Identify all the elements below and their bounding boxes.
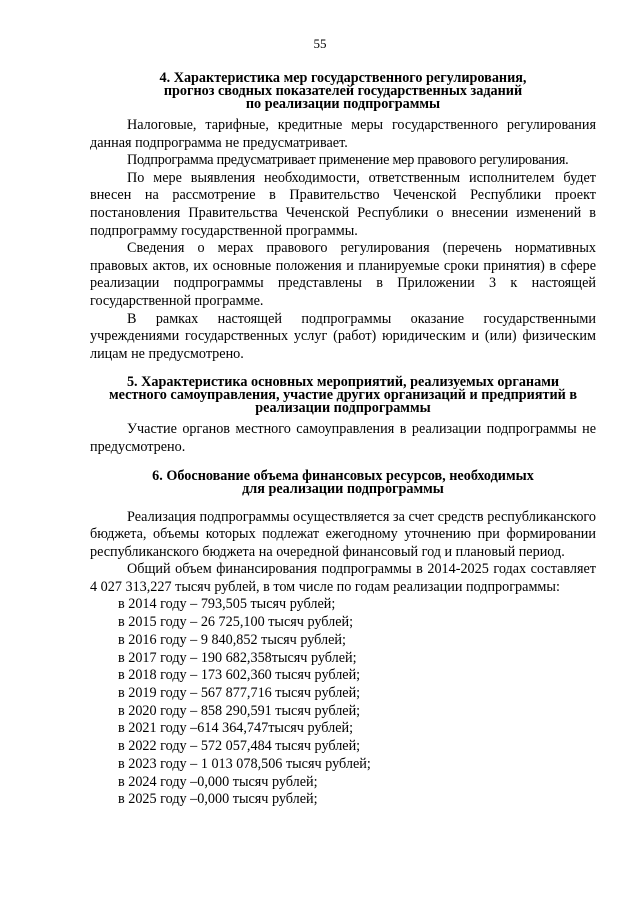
paragraph: Реализация подпрограммы осуществляется за счет средств республиканского бюджета, объемы которых подлежат ежегодному уточнению при формировании республиканского бюджета на очередной финансовый год и плановый период. <box>90 508 596 560</box>
list-item: в 2015 году – 26 725,100 тысяч рублей; <box>118 614 354 631</box>
page-content <box>90 72 596 809</box>
heading-line: 4. Характеристика мер государственного регулирования, <box>159 70 527 86</box>
paragraph: В рамках настоящей подпрограммы оказание государственными учреждениями государственных услуг (работ) юридическим и (или) физическим лицам не предусмотрено. <box>90 310 596 362</box>
list-item: в 2025 году –0,000 тысяч рублей; <box>118 791 318 808</box>
list-item: в 2022 году – 572 057,484 тысяч рублей; <box>118 738 361 755</box>
list-item: в 2018 году – 173 602,360 тысяч рублей; <box>118 667 361 684</box>
heading-line: 5. Характеристика основных мероприятий, реализуемых органами <box>126 374 560 391</box>
list-item: в 2023 году – 1 013 078,506 тысяч рублей; <box>118 755 371 772</box>
heading-line: местного самоуправления, участие других организаций и предприятий в <box>108 387 578 404</box>
section-6-heading <box>90 467 596 497</box>
list-item: в 2019 году – 567 877,716 тысяч рублей; <box>118 684 361 701</box>
heading-line: для реализации подпрограммы <box>242 480 444 497</box>
funding-by-year-list <box>90 596 596 808</box>
list-item: в 2024 году –0,000 тысяч рублей; <box>118 773 318 790</box>
section-5-heading <box>90 376 596 415</box>
paragraph: Подпрограмма предусматривает применение мер правового регулирования. <box>127 152 569 169</box>
paragraph: Сведения о мерах правового регулирования (перечень нормативных правовых актов, их основные положения и планируемые сроки принятия) в сфере реализации подпрограммы представлены в Приложении 3 к настоящей государственной программе. <box>90 240 596 309</box>
heading-line: по реализации подпрограммы <box>245 96 441 112</box>
heading-line: прогноз сводных показателей государственных заданий <box>163 83 523 99</box>
list-item: в 2016 году – 9 840,852 тысяч рублей; <box>118 631 346 648</box>
list-item: в 2020 году – 858 290,591 тысяч рублей; <box>118 702 361 719</box>
paragraph: По мере выявления необходимости, ответственным исполнителем будет внесен на рассмотрение в Правительство Чеченской Республики проект постановления Правительства Чеченской Республики о внесении изменений в подпрограмму государственной программы. <box>90 169 596 239</box>
heading-line: реализации подпрограммы <box>255 400 431 417</box>
paragraph: Участие органов местного самоуправления в реализации подпрограммы не предусмотрено. <box>90 421 596 455</box>
list-item: в 2017 году – 190 682,358тысяч рублей; <box>118 649 357 666</box>
list-item: в 2014 году – 793,505 тысяч рублей; <box>118 596 336 613</box>
heading-line: 6. Обоснование объема финансовых ресурсов, необходимых <box>152 467 534 484</box>
list-item: в 2021 году –614 364,747тысяч рублей; <box>118 720 354 737</box>
paragraph: Общий объем финансирования подпрограммы в 2014-2025 годах составляет 4 027 313,227 тысяч рублей, в том числе по годам реализации подпрограммы: <box>90 561 596 595</box>
paragraph: Налоговые, тарифные, кредитные меры государственного регулирования данная подпрограмма не предусматривает. <box>90 117 596 151</box>
section-4-heading <box>90 72 596 111</box>
page-number: 55 <box>313 36 327 51</box>
